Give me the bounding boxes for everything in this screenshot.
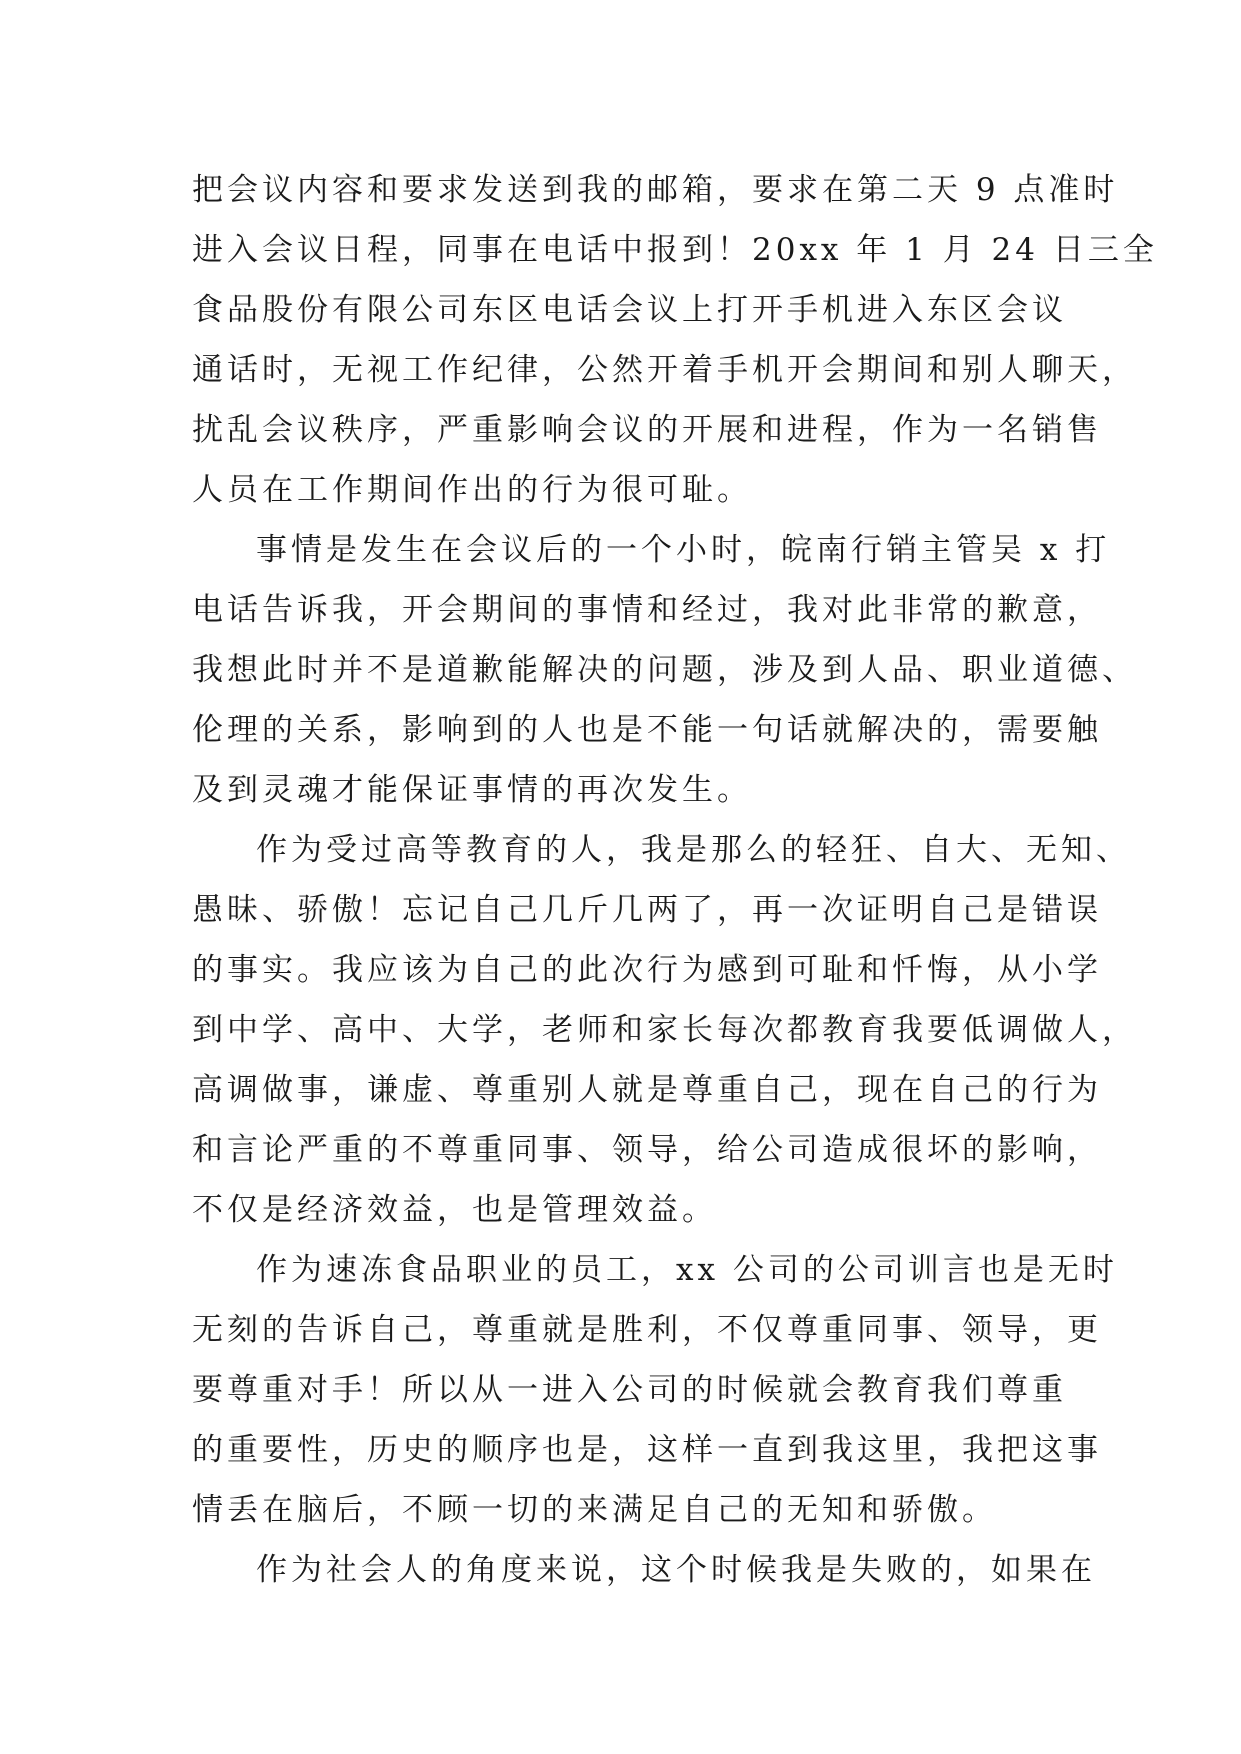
text-line: 电话告诉我，开会期间的事情和经过，我对此非常的歉意，	[192, 592, 1102, 628]
text-line: 通话时，无视工作纪律，公然开着手机开会期间和别人聊天，	[192, 352, 1137, 388]
text-line: 伦理的关系，影响到的人也是不能一句话就解决的，需要触	[192, 712, 1102, 748]
paragraph-first-line: 事情是发生在会议后的一个小时，皖南行销主管吴 x 打	[256, 532, 1111, 568]
text-line: 进入会议日程，同事在电话中报到！20xx 年 1 月 24 日三全	[192, 232, 1158, 268]
text-line: 的重要性，历史的顺序也是，这样一直到我这里，我把这事	[192, 1432, 1102, 1468]
text-line: 的事实。我应该为自己的此次行为感到可耻和忏悔，从小学	[192, 952, 1102, 988]
document-body	[192, 160, 1158, 1600]
text-line: 要尊重对手！所以从一进入公司的时候就会教育我们尊重	[192, 1372, 1067, 1408]
paragraph-first-line: 作为受过高等教育的人，我是那么的轻狂、自大、无知、	[256, 832, 1131, 868]
text-line: 和言论严重的不尊重同事、领导，给公司造成很坏的影响，	[192, 1132, 1102, 1168]
text-line: 无刻的告诉自己，尊重就是胜利，不仅尊重同事、领导，更	[192, 1312, 1102, 1348]
paragraph-first-line: 作为社会人的角度来说，这个时候我是失败的，如果在	[256, 1552, 1096, 1588]
text-line: 把会议内容和要求发送到我的邮箱，要求在第二天 9 点准时	[192, 172, 1119, 208]
text-line: 愚昧、骄傲！忘记自己几斤几两了，再一次证明自己是错误	[192, 892, 1102, 928]
text-line: 扰乱会议秩序，严重影响会议的开展和进程，作为一名销售	[192, 412, 1102, 448]
text-line: 到中学、高中、大学，老师和家长每次都教育我要低调做人，	[192, 1012, 1137, 1048]
text-line: 我想此时并不是道歉能解决的问题，涉及到人品、职业道德、	[192, 652, 1137, 688]
text-line: 高调做事，谦虚、尊重别人就是尊重自己，现在自己的行为	[192, 1072, 1102, 1108]
text-line: 食品股份有限公司东区电话会议上打开手机进入东区会议	[192, 292, 1067, 328]
text-line: 情丢在脑后，不顾一切的来满足自己的无知和骄傲。	[192, 1492, 997, 1528]
text-line: 及到灵魂才能保证事情的再次发生。	[192, 772, 752, 808]
text-line: 人员在工作期间作出的行为很可耻。	[192, 472, 752, 508]
text-line: 不仅是经济效益，也是管理效益。	[192, 1192, 717, 1228]
paragraph-first-line: 作为速冻食品职业的员工，xx 公司的公司训言也是无时	[256, 1252, 1118, 1288]
